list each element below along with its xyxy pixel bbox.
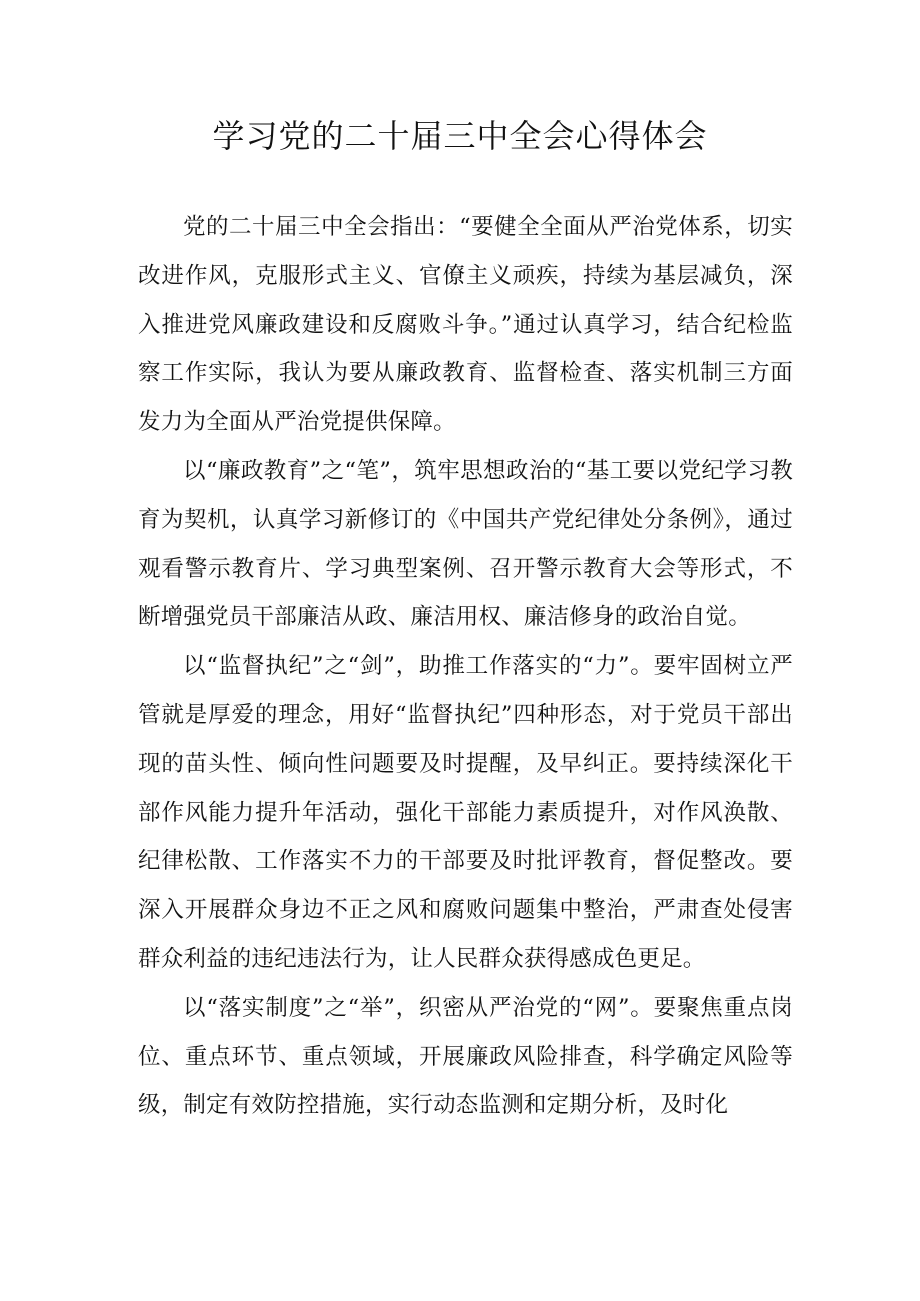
- document-body: [138, 203, 793, 1130]
- paragraph-supervision: 以“监督执纪”之“剑”，助推工作落实的“力”。要牢固树立严管就是厚爱的理念，用好“监督执纪”四种形态，对于党员干部出现的苗头性、倾向性问题要及时提醒，及早纠正。要持续深化干部作风能力提升年活动，强化干部能力素质提升，对作风涣散、纪律松散、工作落实不力的干部要及时批评教育，督促整改。要深入开展群众身边不正之风和腐败问题集中整治，严肃查处侵害群众利益的违纪违法行为，让人民群众获得感成色更足。: [138, 653, 793, 972]
- paragraph-education: 以“廉政教育”之“笔”，筑牢思想政治的“基工要以党纪学习教育为契机，认真学习新修订的《中国共产党纪律处分条例》，通过观看警示教育片、学习典型案例、召开警示教育大会等形式，不断增强党员干部廉洁从政、廉洁用权、廉洁修身的政治自觉。: [138, 457, 793, 631]
- document-title: 学习党的二十届三中全会心得体会: [212, 117, 708, 155]
- paragraph-system: 以“落实制度”之“举”，织密从严治党的“网”。要聚焦重点岗位、重点环节、重点领域，开展廉政风险排查，科学确定风险等级，制定有效防控措施，实行动态监测和定期分析，及时化: [138, 994, 793, 1119]
- paragraph-intro: 党的二十届三中全会指出：“要健全全面从严治党体系，切实改进作风，克服形式主义、官僚主义顽疾，持续为基层减负，深入推进党风廉政建设和反腐败斗争。”通过认真学习，结合纪检监察工作实际，我认为要从廉政教育、监督检查、落实机制三方面发力为全面从严治党提供保障。: [138, 214, 793, 436]
